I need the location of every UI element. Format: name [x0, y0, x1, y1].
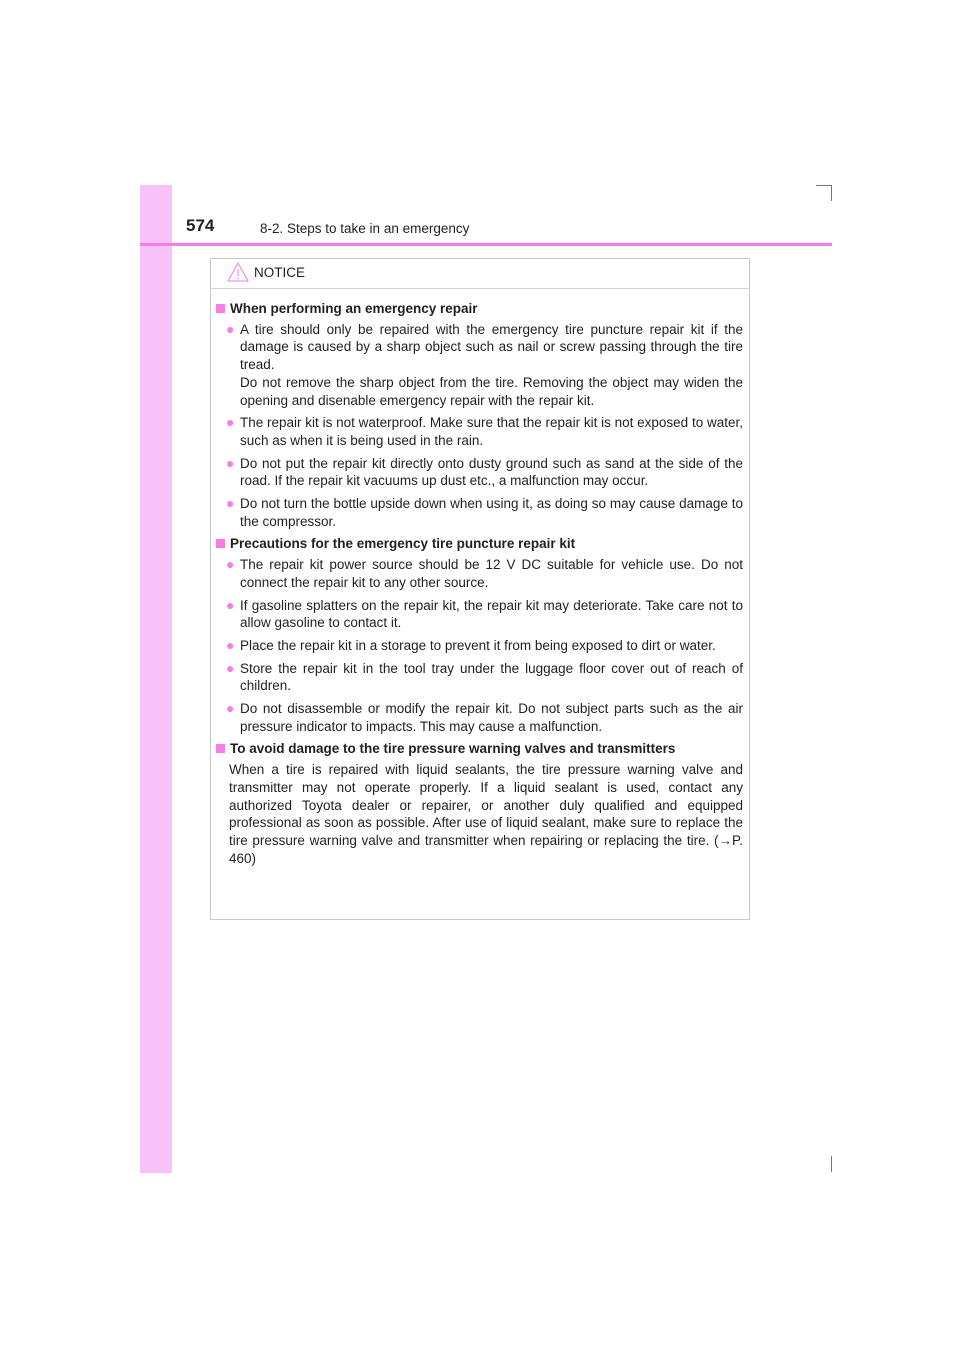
notice-box [210, 258, 750, 920]
section-heading: When performing an emergency repair [215, 300, 743, 318]
circle-bullet-icon: ● [226, 495, 235, 512]
notice-body [211, 289, 749, 867]
circle-bullet-icon: ● [226, 636, 235, 653]
section-heading: Precautions for the emergency tire puncture repair kit [215, 535, 743, 553]
section-title: 8-2. Steps to take in an emergency [260, 221, 470, 236]
list-item: ● Store the repair kit in the tool tray under the luggage floor cover out of reach of children. [215, 660, 743, 695]
square-bullet-icon [216, 539, 225, 548]
header-rule [140, 243, 832, 246]
circle-bullet-icon: ● [226, 454, 235, 471]
chapter-side-tab [140, 185, 172, 1173]
crop-mark-bottom-right [831, 1156, 832, 1172]
crop-mark-top-right [816, 185, 832, 186]
square-bullet-icon [216, 304, 225, 313]
circle-bullet-icon: ● [226, 320, 235, 337]
list-item: ● If gasoline splatters on the repair kit, the repair kit may deteriorate. Take care not to allow gasoline to contact it. [215, 597, 743, 632]
notice-header [211, 259, 749, 289]
list-item: ● Place the repair kit in a storage to prevent it from being exposed to dirt or water. [215, 637, 743, 655]
list-item: ● Do not turn the bottle upside down when using it, as doing so may cause damage to the compressor. [215, 495, 743, 530]
page-number: 574 [186, 216, 215, 235]
circle-bullet-icon: ● [226, 700, 235, 717]
section-heading: To avoid damage to the tire pressure warning valves and transmitters [215, 740, 743, 758]
warning-triangle-icon [227, 262, 249, 282]
circle-bullet-icon: ● [226, 414, 235, 431]
circle-bullet-icon: ● [226, 596, 235, 613]
list-item: ● Do not disassemble or modify the repair kit. Do not subject parts such as the air pressure indicator to impacts. This may cause a malfunction. [215, 700, 743, 735]
list-item: ● Do not put the repair kit directly onto dusty ground such as sand at the side of the road. If the repair kit vacuums up dust etc., a malfunction may occur. [215, 455, 743, 490]
circle-bullet-icon: ● [226, 556, 235, 573]
list-item: ● A tire should only be repaired with the emergency tire puncture repair kit if the damage is caused by a sharp object such as nail or screw passing through the tire tread. Do not remove the sharp object from the tire. Removing the object may widen the opening and disenable emergency repair with the repair kit. [215, 321, 743, 410]
notice-title: NOTICE [254, 265, 306, 280]
circle-bullet-icon: ● [226, 659, 235, 676]
square-bullet-icon [216, 744, 225, 753]
crop-mark-top-right-vertical [831, 185, 832, 201]
list-item: ● The repair kit is not waterproof. Make sure that the repair kit is not exposed to water, such as when it is being used in the rain. [215, 414, 743, 449]
list-item: ● The repair kit power source should be 12 V DC suitable for vehicle use. Do not connect the repair kit to any other source. [215, 556, 743, 591]
section-paragraph: When a tire is repaired with liquid sealants, the tire pressure warning valve and transmitter may not operate properly. If a liquid sealant is used, contact any authorized Toyota dealer or repairer, or another duly qualified and equipped professional as soon as possible. After use of liquid sealant, make sure to replace the tire pressure warning valve and transmitter when repairing or replacing the tire. (→P. 460) [229, 762, 743, 866]
